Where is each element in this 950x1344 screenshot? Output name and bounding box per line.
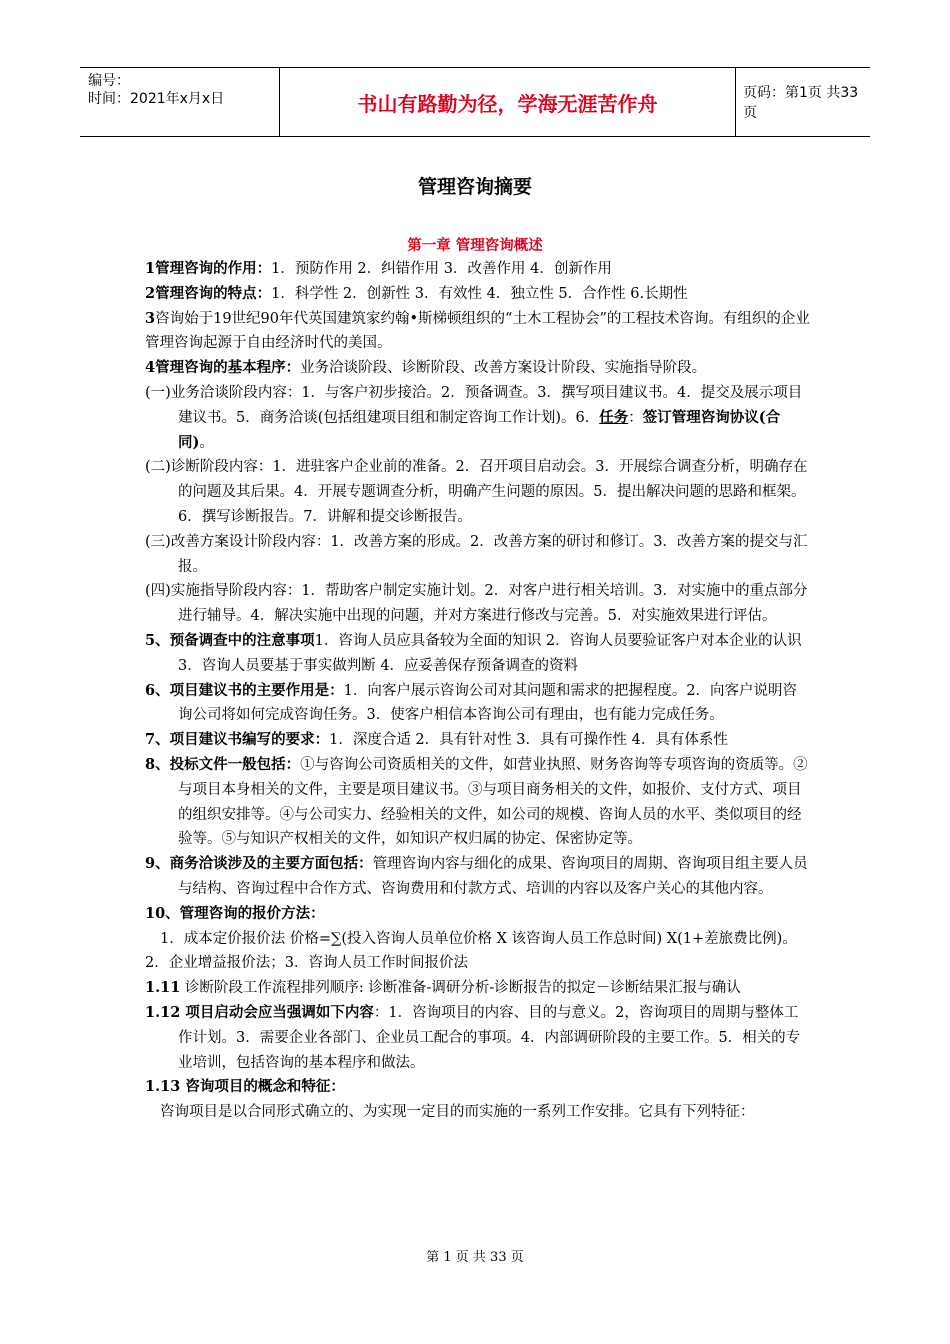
paragraph-text: (一)业务洽谈阶段内容：1．与客户初步接洽。2．预备调查。3．撰写项目建议书。4．提交及展示项目建议书。5．商务洽谈(包括组建项目组和制定咨询工作计划)。6．	[145, 384, 803, 426]
paragraph-heading: 4管理咨询的基本程序：	[145, 359, 301, 377]
paragraph-text: 1．科学性 2．创新性 3．有效性 4．独立性 5．合作性 6.长期性	[271, 285, 688, 302]
paragraph-heading: 3	[145, 309, 156, 327]
paragraph-text: ：1．咨询项目的内容、目的与意义。2，咨询项目的周期与整体工作计划。3．需要企业各部门、企业员工配合的事项。4．内部调研阶段的主要工作。5．相关的专业培训，包括咨询的基本程序和做法。	[178, 1004, 801, 1071]
paragraph-text: 1．预防作用 2．纠错作用 3．改善作用 4．创新作用	[271, 261, 612, 277]
paragraph-heading: 1.13 咨询项目的概念和特征：	[145, 1078, 345, 1096]
page-header	[80, 67, 870, 137]
paragraph-heading: 1.11	[145, 979, 181, 997]
paragraph-text: 。	[199, 434, 214, 451]
paragraph-text: ①与咨询公司资质相关的文件，如营业执照、财务咨询等专项咨询的资质等。②与项目本身相关的文件，主要是项目建议书。③与项目商务相关的文件，如报价、支付方式、项目的组织安排等。④与公司实力、经验相关的文件，如公司的规模、咨询人员的水平、类似项目的经验等。⑤与知识产权相关的文件，如知识产权归属的协定、保密协定等。	[178, 756, 808, 848]
header-meta	[80, 68, 280, 136]
paragraph: (二)诊断阶段内容：1．进驻客户企业前的准备。2．召开项目启动会。3．开展综合调查分析，明确存在的问题及其后果。4．开展专题调查分析，明确产生问题的原因。5．提出解决问题的思路和框架。6．撰写诊断报告。7．讲解和提交诊断报告。	[145, 459, 808, 525]
paragraph: (四)实施指导阶段内容：1．帮助客户制定实施计划。2．对客户进行相关培训。3．对实施中的重点部分进行辅导。4．解决实施中出现的问题，并对方案进行修改与完善。5．对实施效果进行评估。	[145, 583, 808, 625]
task-text: 签订管理咨询协议(合同)	[178, 408, 781, 451]
document-body	[145, 257, 811, 1125]
paragraph	[145, 307, 811, 357]
paragraph	[145, 356, 811, 381]
paragraph	[145, 257, 811, 282]
paragraph-heading: 5、预备调查中的注意事项	[145, 631, 315, 649]
paragraph-heading: 1.12 项目启动会应当强调如下内容	[145, 1003, 374, 1021]
paragraph-text: 1．深度合适 2．具有针对性 3．具有可操作性 4．具有体系性	[329, 732, 728, 749]
paragraph-heading: 6、项目建议书的主要作用是：	[145, 681, 344, 699]
paragraph: (三)改善方案设计阶段内容：1．改善方案的形成。2．改善方案的研讨和修订。3．改善方案的提交与汇报。	[145, 533, 808, 575]
paragraph	[145, 629, 811, 679]
date-label: 时间：2021年x月x日	[88, 91, 225, 107]
paragraph-heading: 1管理咨询的作用：	[145, 260, 272, 277]
paragraph	[145, 976, 811, 1001]
paragraph-heading: 10、管理咨询的报价方法：	[145, 904, 325, 922]
paragraph-text: 1．咨询人员应具备较为全面的知识 2．咨询人员要验证客户对本企业的认识 3．咨询人员要基于事实做判断 4．应妥善保存预备调查的资料	[178, 632, 802, 674]
paragraph	[145, 679, 811, 729]
paragraph	[145, 381, 811, 455]
document-title: 管理咨询摘要	[417, 176, 532, 198]
paragraph-text: ：	[628, 409, 643, 426]
task-label: 任务	[599, 408, 629, 426]
paragraph	[145, 282, 811, 307]
paragraph	[145, 753, 811, 852]
paragraph	[145, 852, 811, 902]
paragraph-text: 诊断阶段工作流程排列顺序: 诊断准备-调研分析-诊断报告的拟定－诊断结果汇报与确认	[180, 980, 741, 997]
paragraph	[145, 1001, 811, 1075]
chapter-title: 第一章 管理咨询概述	[407, 237, 543, 254]
paragraph: 1．成本定价报价法 价格=∑(投入咨询人员单位价格 X 该咨询人员工作总时间) X(1+差旅费比例)。2．企业增益报价法；3．咨询人员工作时间报价法	[145, 930, 797, 972]
header-page-label: 页码：第1页 共33页	[743, 85, 859, 121]
paragraph-text: 1．向客户展示咨询公司对其问题和需求的把握程度。2．向客户说明咨询公司将如何完成咨询任务。3．使客户相信本咨询公司有理由，也有能力完成任务。	[178, 682, 798, 724]
number-label: 编号：	[88, 73, 130, 89]
paragraph-text: 管理咨询内容与细化的成果、咨询项目的周期、咨询项目组主要人员与结构、咨询过程中合作方式、咨询费用和付款方式、培训的内容以及客户关心的其他内容。	[178, 856, 808, 897]
paragraph-heading: 2管理咨询的特点：	[145, 284, 272, 302]
page-footer: 第 1 页 共 33 页	[426, 1250, 524, 1265]
paragraph: 咨询项目是以合同形式确立的、为实现一定目的而实施的一系列工作安排。它具有下列特征：	[160, 1104, 755, 1121]
header-motto: 书山有路勤为径，学海无涯苦作舟	[280, 68, 736, 136]
paragraph	[145, 728, 811, 753]
paragraph-heading: 7、项目建议书编写的要求：	[145, 731, 330, 749]
paragraph-text: 业务洽谈阶段、诊断阶段、改善方案设计阶段、实施指导阶段。	[300, 360, 707, 377]
paragraph-heading: 8、投标文件一般包括：	[145, 755, 301, 773]
paragraph-text: 咨询始于19世纪90年代英国建筑家约翰•斯梯顿组织的“土木工程协会”的工程技术咨询。有组织的企业管理咨询起源于自由经济时代的美国。	[145, 310, 810, 352]
paragraph-heading: 9、商务洽谈涉及的主要方面包括：	[145, 855, 373, 873]
